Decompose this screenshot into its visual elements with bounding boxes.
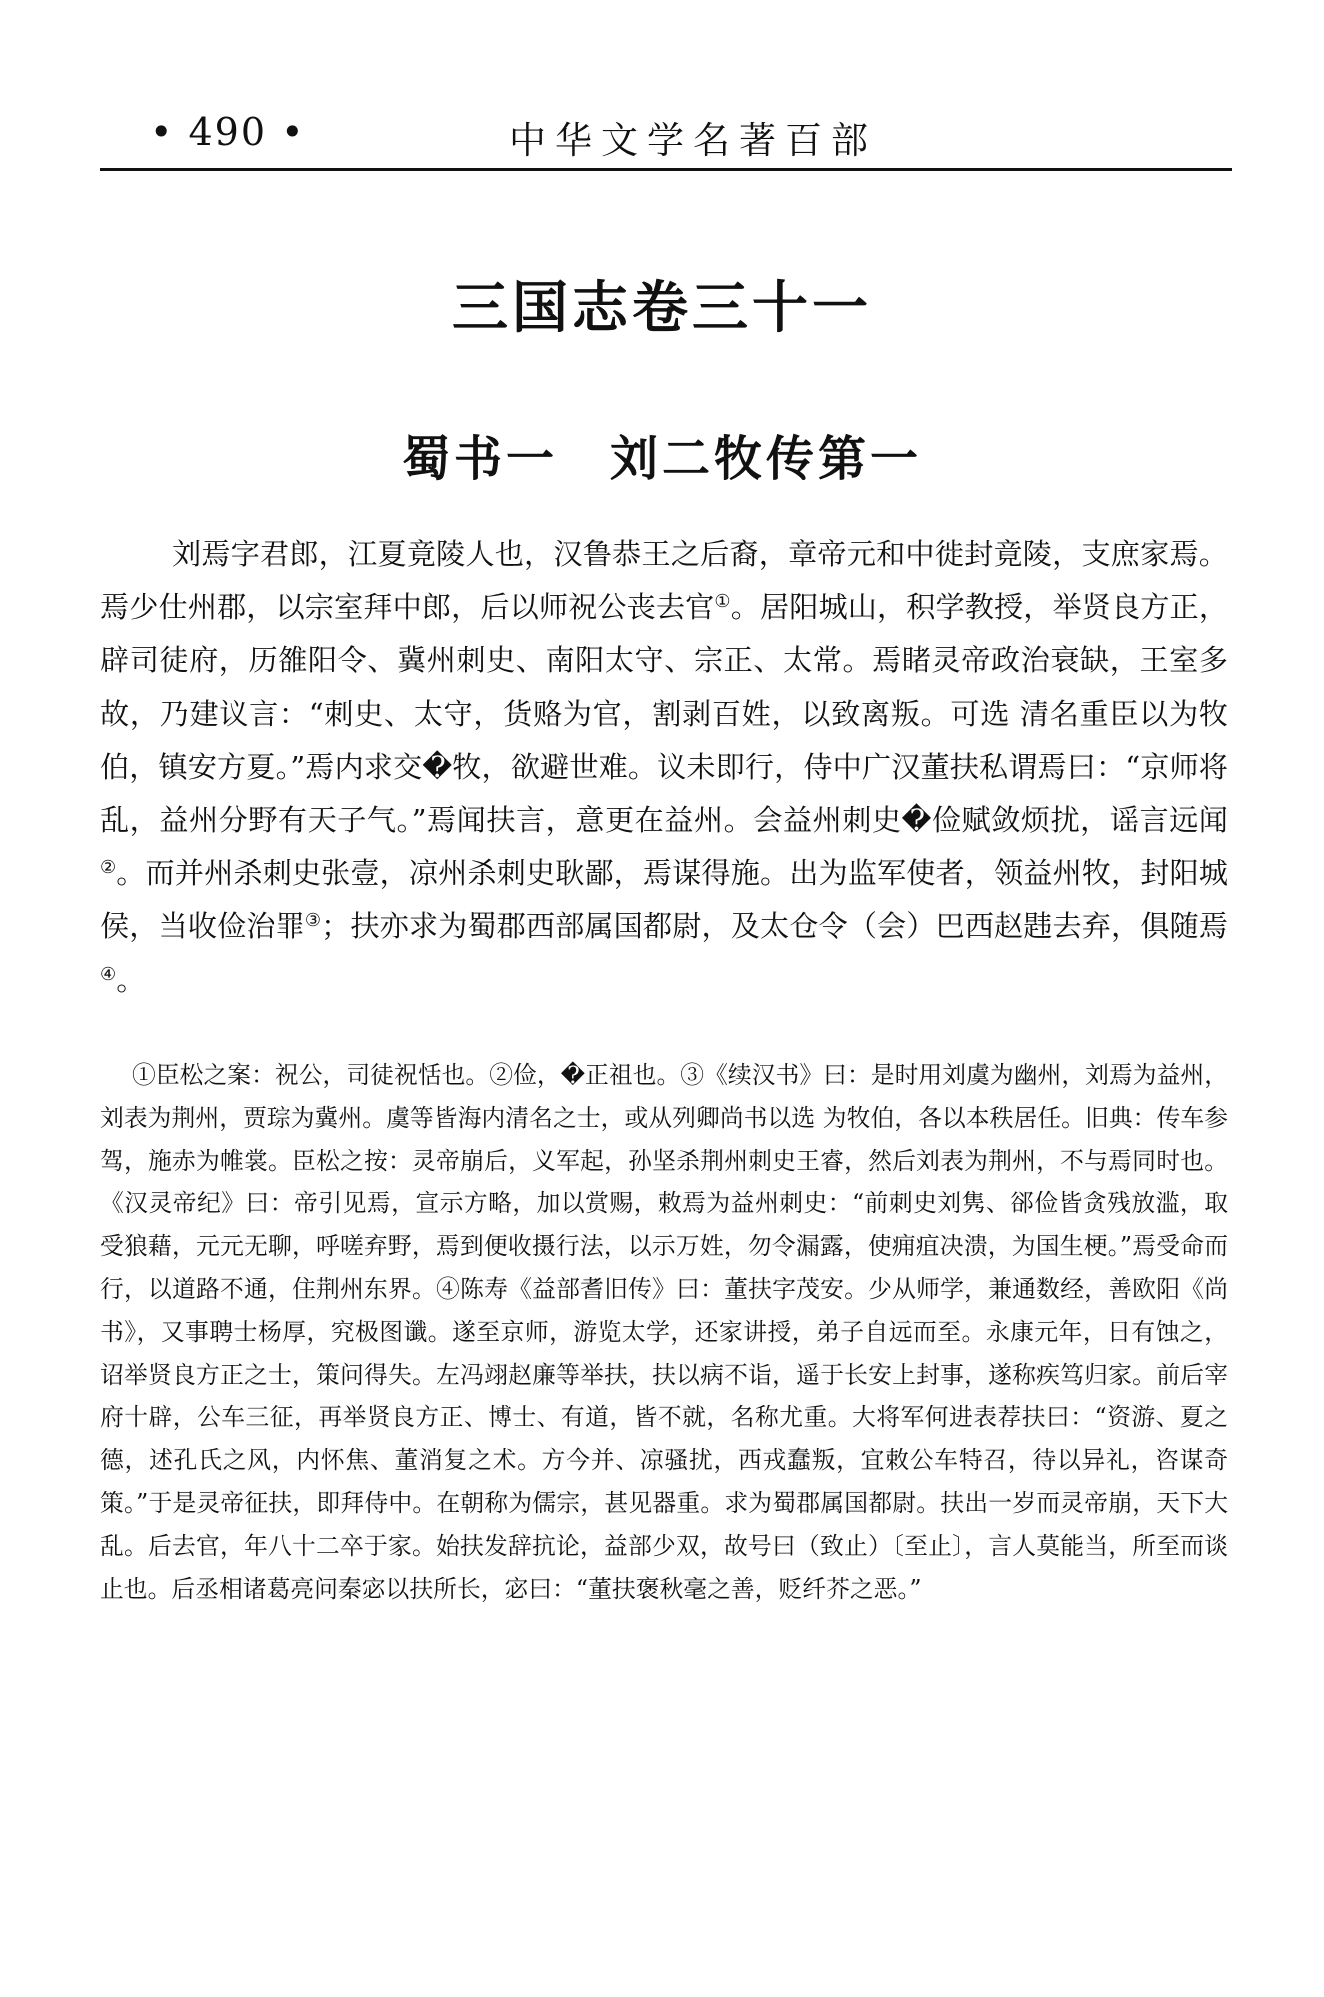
page-header xyxy=(100,108,1232,171)
running-title: 中华文学名著百部 xyxy=(509,119,877,162)
footnote-ref: ③ xyxy=(304,910,322,932)
annotation-text: ①臣松之案：祝公，司徒祝恬也。②俭，�正祖也。③《续汉书》曰：是时用刘虞为幽州，刘焉为益州，刘表为荆州，贾琮为冀州。虞等皆海内清名之士，或从列卿尚书以选 为牧伯，各以本秩居任。旧典：传车参驾，施赤为帷裳。臣松之按：灵帝崩后，义军起，孙坚杀荆州刺史王睿，然后刘表为荆州，不与焉同时也。《汉灵帝纪》曰：帝引见焉，宣示方略，加以赏赐，敕焉为益州刺史：“前刺史刘隽、郤俭皆贪残放滥，取受狼藉，元元无聊，呼嗟弃野，焉到便收摄行法，以示万姓，勿令漏露，使痈疽决溃，为国生梗。”焉受命而行，以道路不通，住荆州东界。④陈寿《益部耆旧传》曰：董扶字茂安。少从师学，兼通数经，善欧阳《尚书》，又事聘士杨厚，究极图谶。遂至京师，游览太学，还家讲授，弟子自远而至。永康元年，日有蚀之，诏举贤良方正之士，策问得失。左冯翊赵廉等举扶，扶以病不诣，遥于长安上封事，遂称疾笃归家。前后宰府十辟，公车三征，再举贤良方正、博士、有道，皆不就，名称尤重。大将军何进表荐扶曰：“资游、夏之德，述孔氏之风，内怀焦、董消复之术。方今并、凉骚扰，西戎蠢叛，宜敕公车特召，待以异礼，咨谋奇策。”于是灵帝征扶，即拜侍中。在朝称为儒宗，甚见器重。求为蜀郡属国都尉。扶出一岁而灵帝崩，天下大乱。后去官，年八十二卒于家。始扶发辞抗论，益部少双，故号曰（致止）〔至止〕，言人莫能当，所至而谈止也。后丞相诸葛亮问秦宓以扶所长，宓曰：“董扶褒秋毫之善，贬纤芥之恶。” xyxy=(100,1061,1228,1603)
footnote-ref: ④ xyxy=(100,963,117,985)
chapter-title: 蜀书一 刘二牧传第一 xyxy=(401,431,922,487)
footnote-ref: ① xyxy=(714,591,731,613)
main-text-segment: 。 xyxy=(116,962,146,997)
footnote-ref: ② xyxy=(100,857,117,879)
main-text-segment: 。居阳城山，积学教授，举贤良方正，辟司徒府，历雒阳令、冀州刺史、南阳太守、宗正、太常。焉睹灵帝政治衰缺，王室多故，乃建议言：“刺史、太守，货赂为官，割剥百姓，以致离叛。可选 清名重臣以为牧伯，镇安方夏。”焉内求交�牧，欲避世难。议未即行，侍中广汉董扶私谓焉曰：“京师将乱，益州分野有天子气。”焉闻扶言，意更在益州。会益州刺史�俭赋敛烦扰，谣言远闻 xyxy=(100,590,1229,838)
volume-title: 三国志卷三十一 xyxy=(452,276,872,341)
page-number: • 490 • xyxy=(150,110,306,154)
main-text-segment: 刘焉字君郎，江夏竟陵人也，汉鲁恭王之后裔，章帝元和中徙封竟陵，支庶家焉。焉少仕州郡，以宗室拜中郎，后以师祝公丧去官 xyxy=(100,537,1228,625)
main-text-segment: 。而并州杀刺史张壹，凉州杀刺史耿鄙，焉谋得施。出为监军使者，领益州牧，封阳城侯，当收俭治罪 xyxy=(100,856,1228,944)
main-text xyxy=(100,528,1228,1007)
main-text-segment: ；扶亦求为蜀郡西部属国都尉，及太仓令（会）巴西赵韪去弃，俱随焉 xyxy=(321,909,1229,944)
